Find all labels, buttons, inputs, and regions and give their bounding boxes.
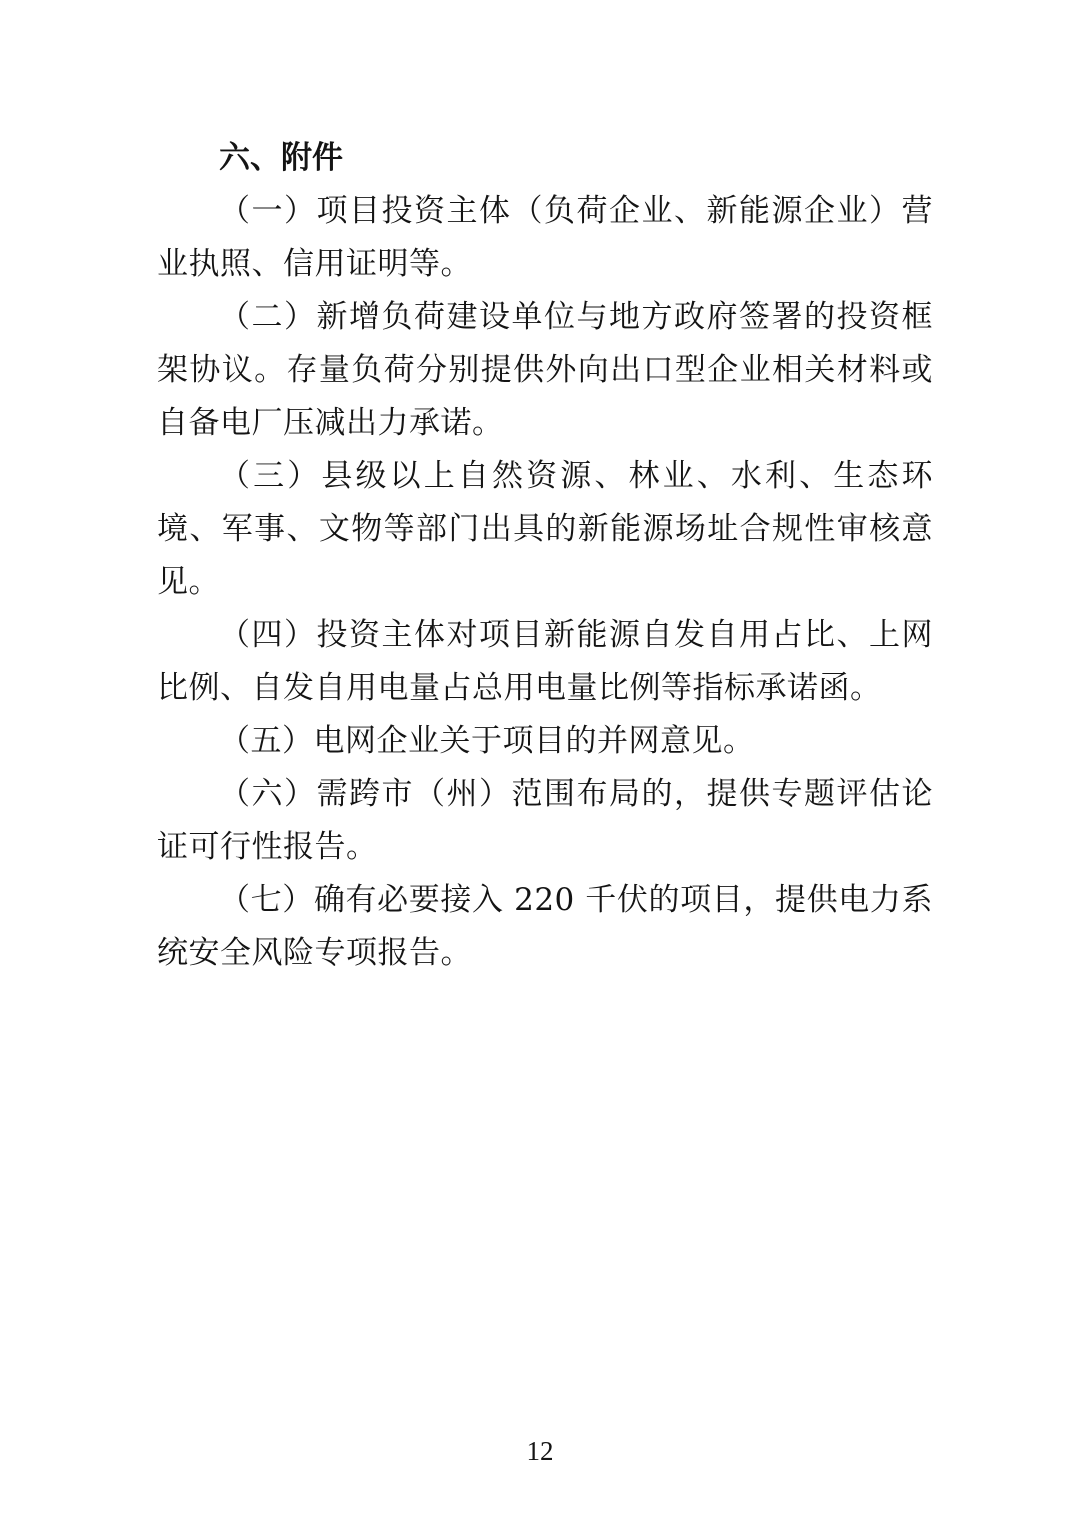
- paragraph-attachment-6: （六）需跨市（州）范围布局的，提供专题评估论证可行性报告。: [157, 776, 933, 865]
- paragraph-attachment-3: （三）县级以上自然资源、林业、水利、生态环境、军事、文物等部门出具的新能源场址合规性审核意见。: [157, 458, 933, 600]
- page-number: 12: [526, 1436, 554, 1466]
- paragraph-attachment-5: （五）电网企业关于项目的并网意见。: [219, 723, 755, 759]
- paragraph-attachment-7: （七）确有必要接入 220 千伏的项目，提供电力系统安全风险专项报告。: [157, 882, 933, 971]
- section-heading: 六、附件: [219, 140, 343, 176]
- paragraph-attachment-4: （四）投资主体对项目新能源自发自用占比、上网比例、自发自用电量占总用电量比例等指标承诺函。: [157, 617, 933, 706]
- document-body: [157, 132, 933, 980]
- paragraph-attachment-1: （一）项目投资主体（负荷企业、新能源企业）营业执照、信用证明等。: [157, 193, 933, 282]
- paragraph-attachment-2: （二）新增负荷建设单位与地方政府签署的投资框架协议。存量负荷分别提供外向出口型企业相关材料或自备电厂压减出力承诺。: [157, 299, 933, 441]
